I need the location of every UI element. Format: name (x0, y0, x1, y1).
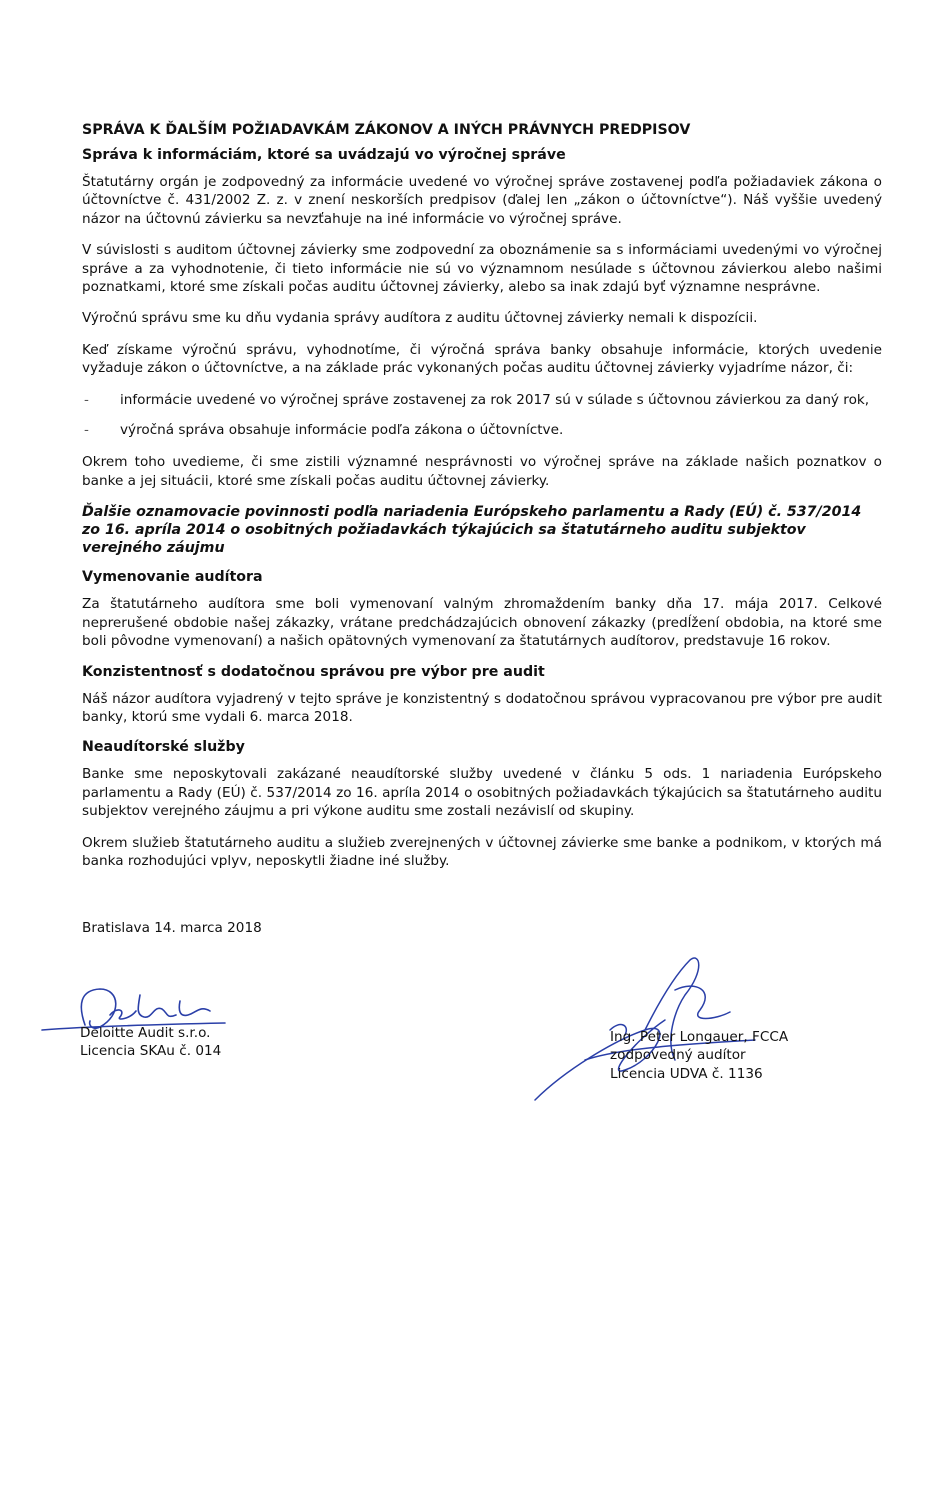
paragraph-statutory-body: Štatutárny orgán je zodpovedný za informácie uvedené vo výročnej správe zostavenej podľa požiadaviek zákona o účtovníctve č. 431/2002 Z. z. v znení neskorších predpisov (ďalej len „zákon o účtovníctve“). Náš vyššie uvedený názor na účtovnú závierku sa nevzťahuje na iné informácie vo výročnej správe. (82, 174, 882, 227)
paragraph-misstatements: Okrem toho uvedieme, či sme zistili významné nesprávnosti vo výročnej správe na základe našich poznatkov o banke a jej situácii, ktoré sme získali počas auditu účtovnej závierky. (82, 454, 882, 489)
place-and-date: Bratislava 14. marca 2018 (82, 920, 262, 936)
section-heading-appointment: Vymenovanie audítora (82, 569, 263, 586)
opinion-bullet-list (82, 391, 882, 440)
paragraph-non-audit-services: Banke sme neposkytovali zakázané neaudítorské služby uvedené v článku 5 ods. 1 nariadenia Európskeho parlamentu a Rady (EÚ) č. 537/2014 zo 16. apríla 2014 o osobitných požiadavkách týkajúcich sa štatutárneho auditu subjektov verejného záujmu a pri výkone auditu sme zostali nezávislí od skupiny. (82, 766, 882, 820)
list-item-text: informácie uvedené vo výročnej správe zostavenej za rok 2017 sú v súlade s účtovnou závierkou za daný rok, (120, 391, 870, 408)
list-item (82, 391, 882, 409)
paragraph-consistency: Náš názor audítora vyjadrený v tejto správe je konzistentný s dodatočnou správou vypracovanou pre výbor pre audit banky, ktorú sme vydali 6. marca 2018. (82, 690, 882, 725)
section-heading-non-audit: Neaudítorské služby (82, 739, 245, 756)
auditor-role: zodpovedný audítor (610, 1047, 746, 1064)
main-title: SPRÁVA K ĎALŠÍM POŽIADAVKÁM ZÁKONOV A INÝCH PRÁVNYCH PREDPISOV (82, 122, 691, 138)
paragraph-other-services: Okrem služieb štatutárneho auditu a služieb zverejnených v účtovnej závierke sme banke a podnikom, v ktorých má banka rozhodujúci vplyv, neposkytli žiadne iné služby. (82, 834, 882, 869)
firm-name: Deloitte Audit s.r.o. (80, 1025, 211, 1041)
auditor-name: Ing. Peter Longauer, FCCA (610, 1029, 789, 1045)
firm-license: Licencia SKAu č. 014 (80, 1043, 222, 1060)
signatory-left (80, 1024, 221, 1061)
section-heading-consistency: Konzistentnosť s dodatočnou správou pre výbor pre audit (82, 663, 545, 680)
paragraph-evaluation: Keď získame výročnú správu, vyhodnotíme, či výročná správa banky obsahuje informácie, ktorých uvedenie vyžaduje zákon o účtovníctve, a na základe prác vykonaných počas auditu účtovnej závierky vyjadríme názor, či: (82, 341, 882, 377)
report-body (82, 122, 882, 883)
signatory-right (610, 1028, 788, 1083)
list-item (82, 421, 882, 439)
paragraph-not-available: Výročnú správu sme ku dňu vydania správy audítora z auditu účtovnej závierky nemali k dispozícii. (82, 310, 758, 327)
paragraph-responsibility: V súvislosti s auditom účtovnej závierky sme zodpovední za oboznámenie sa s informáciami uvedenými vo výročnej správe a za vyhodnotenie, či tieto informácie nie sú vo významnom nesúlade s účtovnou závierkou alebo našimi poznatkami, ktoré sme získali počas auditu účtovnej závierky, alebo sa inak zdajú byť významne nesprávne. (82, 242, 882, 296)
paragraph-appointment: Za štatutárneho audítora sme boli vymenovaní valným zhromaždením banky dňa 17. mája 2017. Celkové neprerušené obdobie našej zákazky, vrátane predchádzajúcich obnovení zákazky (predĺžení obdobia, na ktoré sme boli pôvodne vymenovaní) a našich opätovných vymenovaní za štatutárnych audítorov, predstavuje 16 rokov. (82, 596, 882, 650)
auditor-license: Licencia UDVA č. 1136 (610, 1065, 763, 1082)
list-item-text: výročná správa obsahuje informácie podľa zákona o účtovníctve. (120, 422, 564, 439)
section-heading-eu-regulation: Ďalšie oznamovacie povinnosti podľa nariadenia Európskeho parlamentu a Rady (EÚ) č. 537/2014 zo 16. apríla 2014 o osobitných požiadavkách týkajúcich sa štatutárneho auditu subjektov verejného záujmu (82, 504, 862, 557)
bullet-dash: - (84, 422, 89, 439)
bullet-dash: - (84, 391, 89, 408)
section-heading-annual-report: Správa k informáciám, ktoré sa uvádzajú vo výročnej správe (82, 147, 566, 163)
